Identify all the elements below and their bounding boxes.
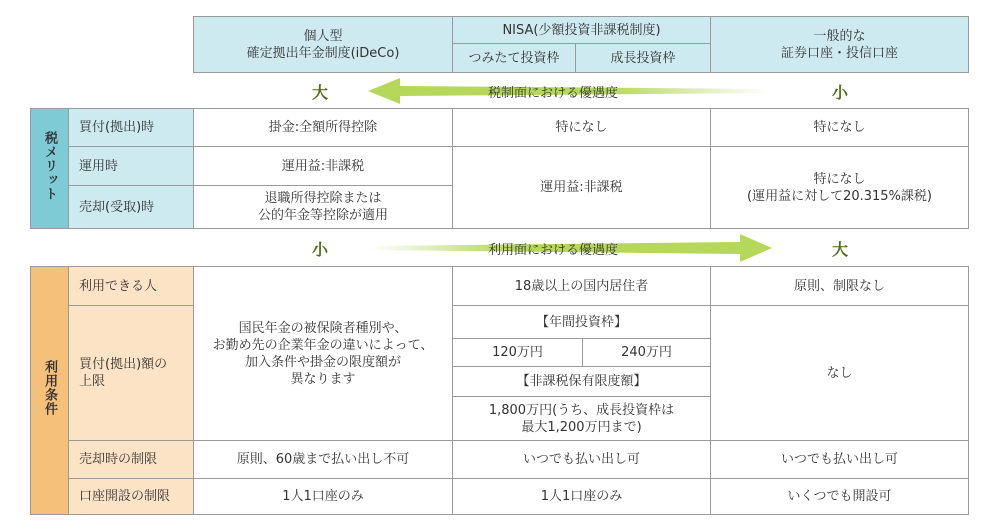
holding-limit-title: 【非課税保有限度額】 [453, 367, 711, 397]
tax-operation-general: 特になし (運用益に対して20.315%課税) [711, 147, 969, 229]
usage-ideco-note: 国民年金の被保険者種別や、 お勤め先の企業年金の違いによって、 加入条件や掛金の限度額が 異なります [194, 267, 453, 441]
limit-general: なし [711, 306, 969, 441]
row-label-operation: 運用時 [69, 147, 194, 186]
account-ideco: 1人1口座のみ [194, 479, 453, 515]
row-label-buy: 買付(拠出)時 [69, 109, 194, 147]
row-label-sell: 売却(受取)時 [69, 186, 194, 229]
annual-limit-growth: 240万円 [583, 339, 711, 367]
tax-buy-nisa: 特になし [453, 109, 711, 147]
tax-low-label: 小 [832, 83, 849, 102]
column-header-table [193, 16, 969, 73]
account-nisa: 1人1口座のみ [453, 479, 711, 515]
use-preference-arrow-row [0, 228, 1000, 266]
header-nisa-growth: 成長投資枠 [576, 44, 711, 73]
header-ideco: 個人型 確定拠出年金制度(iDeCo) [194, 17, 453, 73]
row-label-account: 口座開設の制限 [69, 479, 194, 515]
tax-high-label: 大 [312, 83, 329, 102]
annual-limit-tsumitate: 120万円 [453, 339, 583, 367]
tax-sell-ideco: 退職所得控除または 公的年金等控除が適用 [194, 186, 453, 229]
header-nisa: NISA(少額投資非課税制度) [453, 17, 711, 44]
withdrawal-general: いつでも払い出し可 [711, 441, 969, 479]
use-low-label: 小 [312, 240, 329, 259]
header-general: 一般的な 証券口座・投信口座 [711, 17, 969, 73]
header-nisa-tsumitate: つみたて投資枠 [453, 44, 576, 73]
tax-preference-label: 税制面における優遇度 [488, 86, 619, 101]
holding-limit-value: 1,800万円(うち、成長投資枠は 最大1,200万円まで) [453, 397, 711, 441]
usage-conditions-group: 利用条件 [31, 267, 69, 515]
annual-limit-title: 【年間投資枠】 [453, 306, 711, 339]
row-label-withdrawal: 売却時の制限 [69, 441, 194, 479]
tax-merit-group: 税メリット [31, 109, 69, 229]
tax-buy-general: 特になし [711, 109, 969, 147]
tax-merit-table [30, 108, 969, 229]
tax-buy-ideco: 掛金:全額所得控除 [194, 109, 453, 147]
row-label-eligible: 利用できる人 [69, 267, 194, 306]
use-preference-label: 利用面における優遇度 [488, 243, 619, 258]
use-high-label: 大 [832, 240, 849, 259]
eligible-nisa: 18歳以上の国内居住者 [453, 267, 711, 306]
tax-operation-nisa: 運用益:非課税 [453, 147, 711, 229]
tax-preference-arrow-row [0, 72, 1000, 108]
withdrawal-ideco: 原則、60歳まで払い出し不可 [194, 441, 453, 479]
account-general: いくつでも開設可 [711, 479, 969, 515]
row-label-limit: 買付(拠出)額の 上限 [69, 306, 194, 441]
usage-conditions-table [30, 266, 969, 515]
tax-operation-ideco: 運用益:非課税 [194, 147, 453, 186]
withdrawal-nisa: いつでも払い出し可 [453, 441, 711, 479]
eligible-general: 原則、制限なし [711, 267, 969, 306]
